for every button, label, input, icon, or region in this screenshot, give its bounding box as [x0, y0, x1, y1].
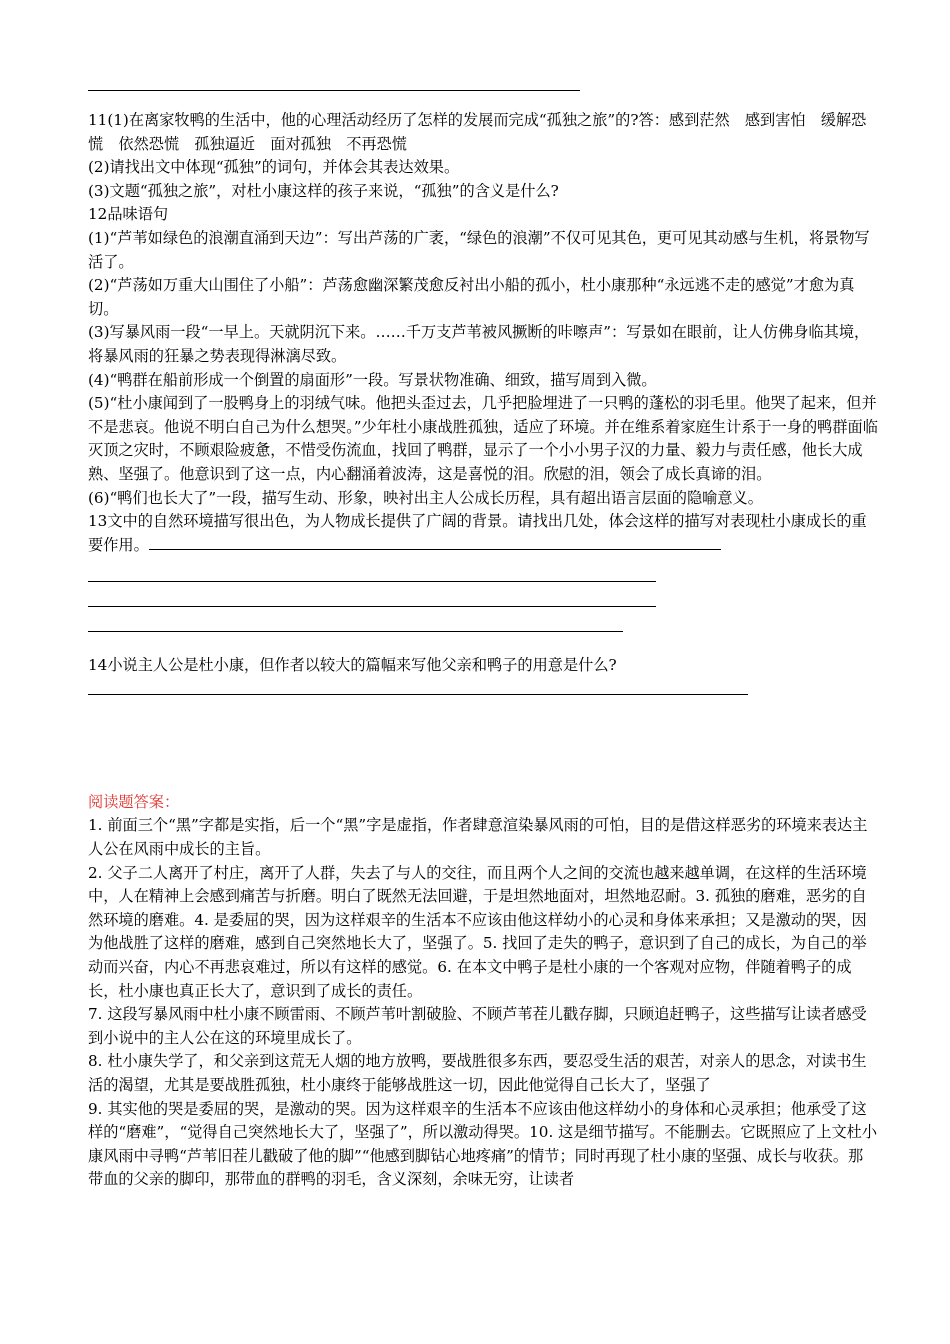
question-11-3: (3)文题“孤独之旅”，对杜小康这样的孩子来说，“孤独”的含义是什么? [88, 181, 559, 200]
answer-line [88, 678, 748, 695]
question-14: 14小说主人公是杜小康，但作者以较大的篇幅来写他父亲和鸭子的用意是什么? [88, 656, 617, 675]
answer-line [88, 557, 656, 582]
question-12-3: (3)写暴风雨一段“一早上。天就阴沉下来。……千万支芦苇被风撅断的咔嚓声”：写景如在眼前，让人仿佛身临其境，将暴风雨的狂暴之势表现得淋漓尽致。 [88, 323, 870, 365]
question-12-1: (1)“芦苇如绿色的浪潮直涌到天边”：写出芦荡的广袤，“绿色的浪潮”不仅可见其色，更可见其动感与生机，将景物写活了。 [88, 228, 870, 271]
question-13-text: 13文中的自然环境描写很出色，为人物成长提供了广阔的背景。请找出几处，体会这样的描写对表现杜小康成长的重要作用。 [88, 512, 867, 554]
question-12-4: (4)“鸭群在船前形成一个倒置的扇面形”一段。写景状物准确、细致，描写周到入微。 [88, 370, 657, 389]
question-12-6: (6)“鸭们也长大了”一段，描写生动、形象，映衬出主人公成长历程，具有超出语言层面的隐喻意义。 [88, 488, 763, 507]
question-11-1: 11(1)在离家牧鸭的生活中，他的心理活动经历了怎样的发展而完成“孤独之旅”的?答：感到茫然 感到害怕 缓解恐慌 依然恐慌 孤独逼近 面对孤独 不再恐慌 [88, 111, 867, 153]
top-divider [88, 90, 580, 91]
answer-7: 7. 这段写暴风雨中杜小康不顾雷雨、不顾芦苇叶割破脸、不顾芦苇茬儿戳存脚，只顾追赶鸭子，这些描写让读者感受到小说中的主人公在这的环境里成长了。 [88, 1005, 867, 1047]
question-11-2: (2)请找出文中体现“孤独”的词句，并体会其表达效果。 [88, 158, 460, 177]
question-12-2: (2)“芦荡如万重大山围住了小船”：芦荡愈幽深繁茂愈反衬出小船的孤小，杜小康那种“永远逃不走的感觉”才愈为真切。 [88, 276, 855, 318]
question-12-5: (5)“杜小康闻到了一股鸭身上的羽绒气味。他把头歪过去，几乎把脸埋进了一只鸭的蓬松的羽毛里。他哭了起来，但并不是悲哀。他说不明白自己为什么想哭。”少年杜小康战胜孤独，适应了环境。并在维系着家庭生计系于一身的鸭群面临灭顶之灾时，不顾艰险疲惫，不惜受伤流血，找回了鸭群，显示了一个小小男子汉的力量、毅力与责任感，他长大成熟、坚强了。他意识到了这一点，内心翻涌着波涛，这是喜悦的泪。欣慰的泪，领会了成长真谛的泪。 [88, 394, 878, 483]
question-12-title: 12品味语句 [88, 205, 169, 224]
answer-1: 1. 前面三个“黑”字都是实指，后一个“黑”字是虚指，作者肆意渲染暴风雨的可怕，目的是借这样恶劣的环境来表达主人公在风雨中成长的主旨。 [88, 816, 868, 859]
answer-9-10: 9. 其实他的哭是委屈的哭，是激动的哭。因为这样艰辛的生活本不应该由他这样幼小的身体和心灵承担；他承受了这样的“磨难”，“觉得自己突然地长大了，坚强了”，所以激动得哭。10. 这是细节描写。不能删去。它既照应了上文杜小康风雨中寻鸭“芦苇旧茬儿戳破了他的脚”“他感到脚钻心地疼痛”的情节；同时再现了杜小康的坚强、成长与收获。那带血的父亲的脚印，那带血的群鸭的羽毛，含义深刻，余味无穷，让读者 [88, 1099, 878, 1189]
answer-line [88, 607, 623, 632]
answer-8: 8. 杜小康失学了，和父亲到这荒无人烟的地方放鸭，要战胜很多东西，要忍受生活的艰苦，对亲人的思念，对读书生活的渴望，尤其是要战胜孤独，杜小康终于能够战胜这一切，因此他觉得自己长大了，坚强了 [88, 1052, 867, 1094]
answer-blank [149, 535, 721, 550]
document-page [88, 90, 878, 1192]
answer-line [88, 582, 656, 607]
answer-2-6: 2. 父子二人离开了村庄，离开了人群，失去了与人的交往，而且两个人之间的交流也越来越单调，在这样的生活环境中，人在精神上会感到痛苦与折磨。明白了既然无法回避，于是坦然地面对，坦然地忍耐。3. 孤独的磨难，恶劣的自然环境的磨难。4. 是委屈的哭，因为这样艰辛的生活本不应该由他这样幼小的心灵和身体来承担；又是激动的哭，因为他战胜了这样的磨难，感到自己突然地长大了，坚强了。5. 找回了走失的鸭子，意识到了自己的成长，为自己的举动而兴奋，内心不再悲哀难过，所以有这样的感觉。6. 在本文中鸭子是杜小康的一个客观对应物，伴随着鸭子的成长，杜小康也真正长大了，意识到了成长的责任。 [88, 863, 867, 1000]
question-13 [88, 510, 878, 557]
answers-heading: 阅读题答案： [88, 792, 180, 811]
